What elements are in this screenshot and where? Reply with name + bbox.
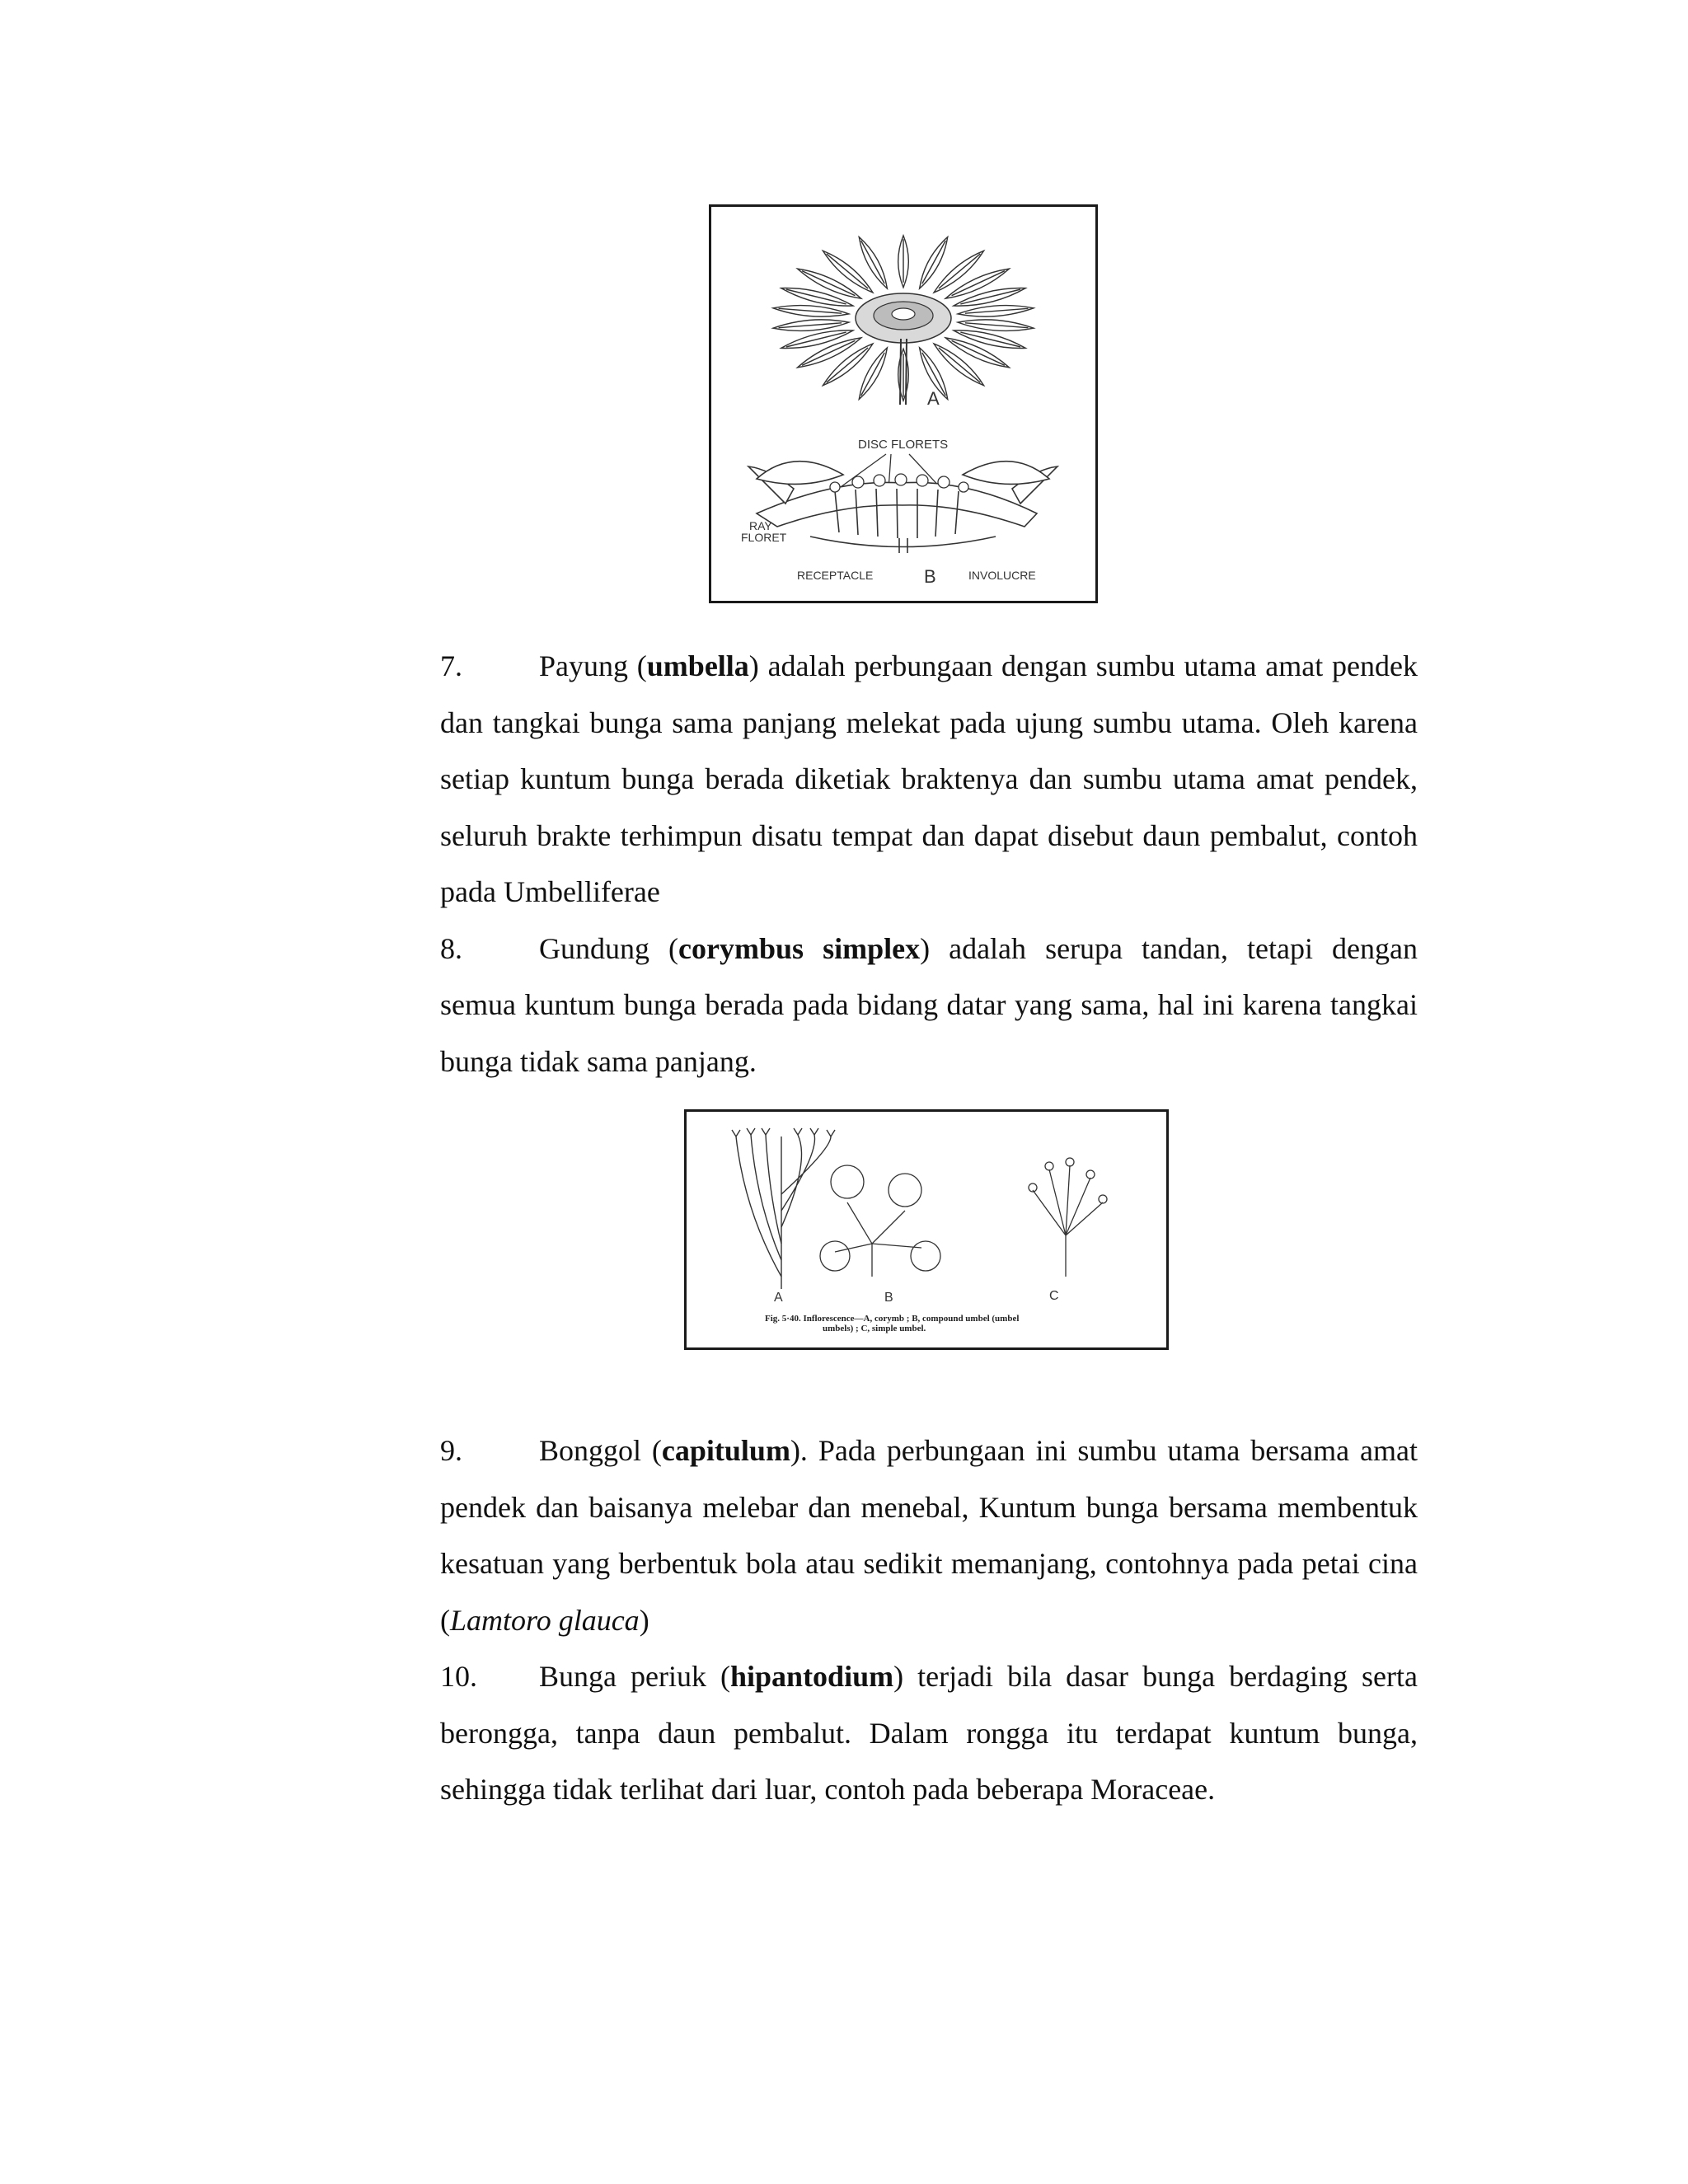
item-text: ): [639, 1603, 649, 1637]
item-term: umbella: [646, 649, 749, 682]
item-text: Bunga periuk (: [539, 1660, 730, 1693]
item-term: corymbus simplex: [678, 931, 921, 965]
figure-label-b: B: [884, 1291, 893, 1305]
disc-florets-label: DISC FLORETS: [858, 438, 949, 452]
item-text: ). Pada perbungaan ini sumbu utama bersama amat pendek dan baisanya melebar dan menebal, Kuntum bunga bersama membentuk kesatuan yang berbentuk bola atau sedikit memanjang, contohnya pada petai cina (: [440, 1434, 1418, 1637]
involucre-label: INVOLUCRE: [968, 569, 1036, 582]
compound-umbel-drawing: [820, 1165, 940, 1277]
item-term: hipantodium: [730, 1660, 894, 1693]
item-number: 7.: [440, 649, 462, 682]
figure-caption-line-1: Fig. 5·40. Inflorescence—A, corymb ; B, compound umbel (umbel: [765, 1314, 1020, 1324]
inflorescence-figure: [684, 1109, 1169, 1350]
floret-label: FLORET: [741, 531, 787, 544]
inflorescence-illustration: [687, 1112, 1166, 1347]
disc-drawing: [856, 293, 951, 343]
item-number: 8.: [440, 931, 462, 965]
figure-label-a: A: [774, 1291, 783, 1305]
simple-umbel-drawing: [1029, 1158, 1107, 1277]
list-item: [440, 921, 1418, 1090]
item-text: ) terjadi bila dasar bunga berdaging serta berongga, tanpa daun pembalut. Dalam rongga itu terdapat kuntum bunga, sehingga tidak terlihat dari luar, contoh pada beberapa Moraceae.: [440, 1660, 1418, 1806]
capitulum-illustration: [711, 207, 1095, 601]
figure-caption-line-2: umbels) ; C, simple umbel.: [823, 1324, 926, 1333]
list-item: [440, 638, 1418, 921]
item-species: Lamtoro glauca: [450, 1603, 640, 1637]
text-block-lower: [440, 1422, 1418, 1818]
capitulum-figure: [709, 204, 1098, 603]
corymb-drawing: [732, 1128, 835, 1289]
item-number: 9.: [440, 1434, 462, 1467]
receptacle-label: RECEPTACLE: [797, 569, 874, 582]
item-number: 10.: [440, 1660, 477, 1693]
item-text: Payung (: [539, 649, 647, 682]
figure-label-b: B: [924, 566, 936, 587]
item-text: ) adalah serupa tandan, tetapi dengan semua kuntum bunga berada pada bidang datar yang sama, hal ini karena tangkai bunga tidak sama panjang.: [440, 931, 1418, 1078]
item-text: ) adalah perbungaan dengan sumbu utama amat pendek dan tangkai bunga sama panjang melekat pada ujung sumbu utama. Oleh karena setiap kuntum bunga berada diketiak braktenya dan sumbu utama amat pendek, seluruh brakte terhimpun disatu tempat dan dapat disebut daun pembalut, contoh pada Umbelliferae: [440, 649, 1418, 908]
ray-label: RAY: [749, 519, 772, 532]
item-term: capitulum: [661, 1434, 790, 1467]
ray-petal: [898, 236, 909, 288]
figure-label-c: C: [1049, 1289, 1059, 1303]
text-block-upper: [440, 638, 1418, 1090]
list-item: [440, 1422, 1418, 1648]
item-text: Gundung (: [539, 931, 679, 965]
list-item: [440, 1648, 1418, 1818]
item-text: Bonggol (: [539, 1434, 662, 1467]
figure-label-a: A: [927, 388, 940, 409]
